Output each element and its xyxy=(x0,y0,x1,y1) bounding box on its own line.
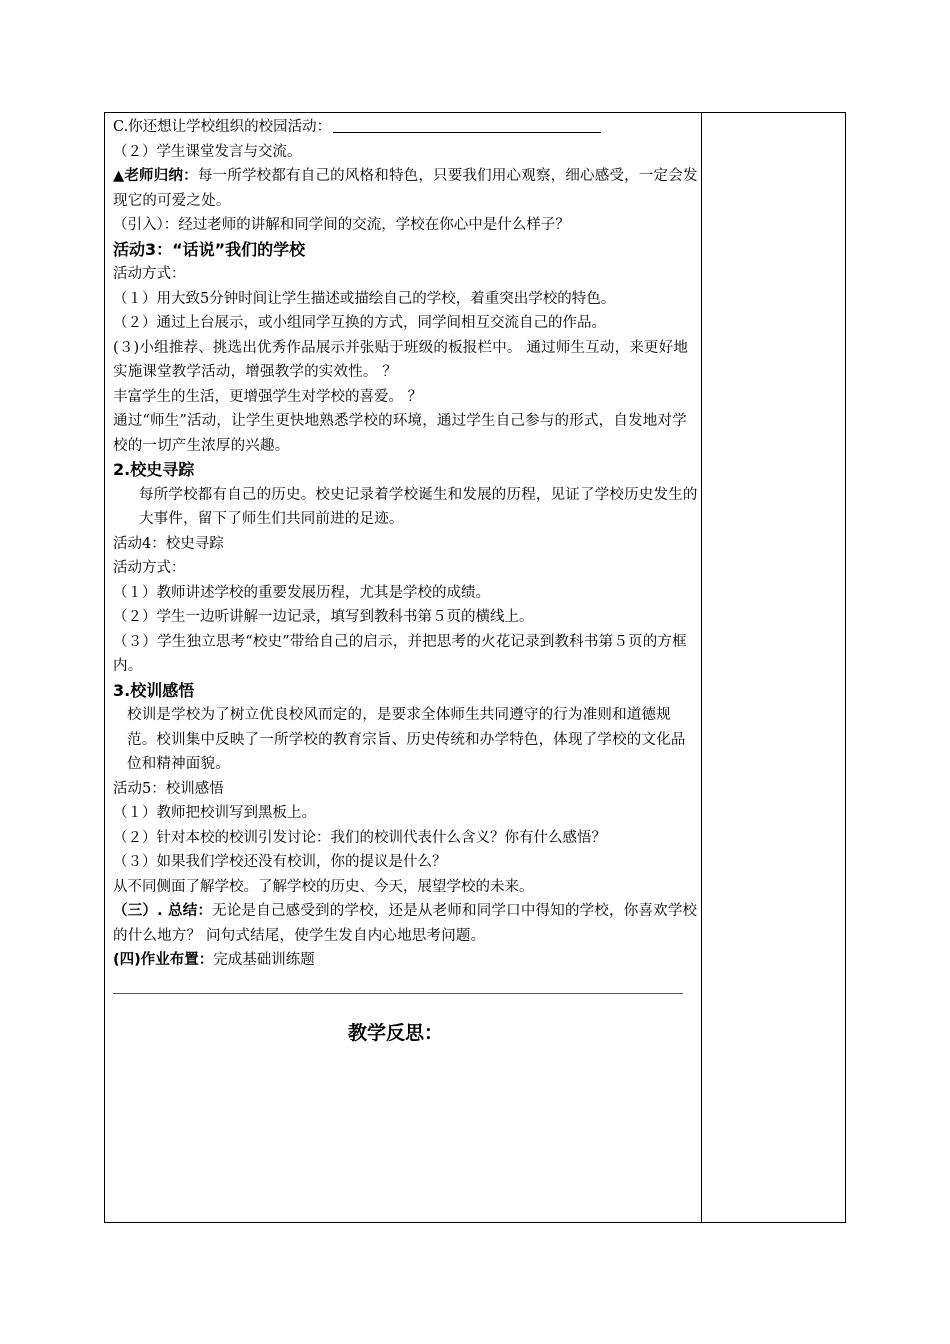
activity5-step1: （１）教师把校训写到黑板上。 xyxy=(113,805,316,821)
teaching-reflection-title: 教学反思： xyxy=(348,1022,444,1044)
step-2-line: （２）学生课堂发言与交流。 xyxy=(113,143,302,160)
history-heading: 2.校史寻踪 xyxy=(113,460,195,479)
activity5-title: 活动5：校训感悟 xyxy=(113,780,224,797)
activity4-step3: （３）学生独立思考“校史”带给自己的启示，并把思考的火花记录到教科书第５页的方框内。 xyxy=(113,633,687,674)
activity5-step2: （２）针对本校的校训引发讨论：我们的校训代表什么含义？你有什么感悟？ xyxy=(113,829,606,846)
summary-label: （三）. 总结： xyxy=(113,903,213,919)
activity3-step1: （１）用大致5分钟时间让学生描述或描绘自己的学校，着重突出学校的特色。 xyxy=(113,290,616,307)
motto-heading: 3.校训感悟 xyxy=(113,680,195,700)
answer-blank xyxy=(333,118,601,133)
intro-line: （引入）：经过老师的讲解和同学间的交流，学校在你心中是什么样子？ xyxy=(113,217,570,233)
activity4-step2: （２）学生一边听讲解一边记录，填写到教科书第５页的横线上。 xyxy=(113,609,534,625)
teacher-summary-label: ▲老师归纳： xyxy=(113,168,198,184)
lesson-content xyxy=(113,115,698,973)
teacher-student-line: 通过“师生”活动，让学生更快地熟悉学校的环境，通过学生自己参与的形式，自发地对学校的一切产生浓厚的兴趣。 xyxy=(113,413,687,454)
perspective-line: 从不同侧面了解学校。了解学校的历史、今天，展望学校的未来。 xyxy=(113,878,534,895)
homework-section: (四)作业布置：完成基础训练题 xyxy=(113,952,315,968)
question-c: C.你还想让学校组织的校园活动： xyxy=(113,115,698,140)
separator-line xyxy=(113,993,683,994)
activity3-step3: (３)小组推荐、挑选出优秀作品展示并张贴于班级的板报栏中。 通过师生互动，来更好地实施课堂教学活动，增强教学的实效性。 ？ xyxy=(113,339,689,380)
history-paragraph: 每所学校都有自己的历史。校史记录着学校诞生和发展的历程，见证了学校历史发生的大事件，留下了师生们共同前进的足迹。 xyxy=(139,486,698,527)
teacher-summary: ▲老师归纳：每一所学校都有自己的风格和特色，只要我们用心观察，细心感受，一定会发现它的可爱之处。 xyxy=(113,168,698,209)
homework-label: (四)作业布置： xyxy=(113,952,214,968)
activity3-method: 活动方式： xyxy=(113,266,186,282)
activity4-step1: （１）教师讲述学校的重要发展历程，尤其是学校的成绩。 xyxy=(113,584,490,601)
column-divider xyxy=(701,112,702,1223)
motto-paragraph: 校训是学校为了树立优良校风而定的，是要求全体师生共同遵守的行为准则和道德规范。校训集中反映了一所学校的教育宗旨、历史传统和办学特色，体现了学校的文化品位和精神面貌。 xyxy=(127,707,686,772)
activity3-heading: 活动3：“话说”我们的学校 xyxy=(113,239,306,259)
enrich-line: 丰富学生的生活，更增强学生对学校的喜爱。 ？ xyxy=(113,388,423,405)
summary-section: （三）. 总结：无论是自己感受到的学校，还是从老师和同学口中得知的学校，你喜欢学校的什么地方？ 问句式结尾，使学生发自内心地思考问题。 xyxy=(113,903,698,944)
activity4-method: 活动方式： xyxy=(113,560,186,576)
activity3-step2: （２）通过上台展示，或小组同学互换的方式，同学间相互交流自己的作品。 xyxy=(113,315,606,331)
activity5-step3: （３）如果我们学校还没有校训，你的提议是什么？ xyxy=(113,854,447,870)
activity4-title: 活动4：校史寻踪 xyxy=(113,535,224,552)
